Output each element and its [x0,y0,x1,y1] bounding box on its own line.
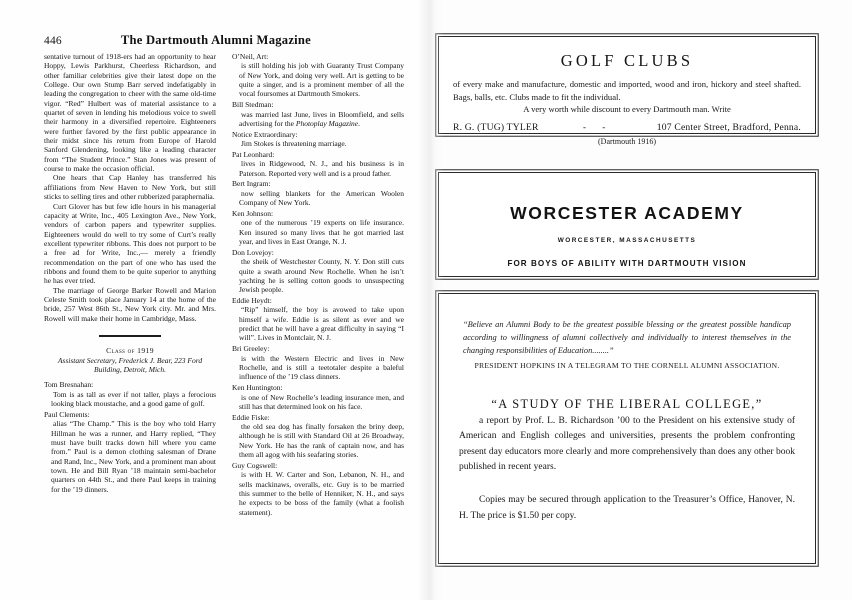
class-note-entry [232,130,404,149]
ad-liberal-college-title: “A STUDY OF THE LIBERAL COLLEGE,” [491,396,763,411]
text-columns [44,52,404,592]
ad-liberal-college-attribution: PRESIDENT HOPKINS IN A TELEGRAM TO THE CORNELL ALUMNI ASSOCIATION. [474,360,780,370]
entry-body: Tom is as tall as ever if not taller, plays a ferocious looking black moustache, and a good game of golf. [51,389,216,409]
class-note-entry [232,413,404,460]
class-note-entry [44,380,216,408]
entry-name: Bri Greeley: [232,344,270,354]
class-note-entry [232,209,404,246]
right-page [430,0,852,600]
entry-name: Paul Clements: [44,409,90,419]
ad-golf-clubs-content [439,37,815,146]
entry-name: Guy Cogswell: [232,460,278,470]
class-note-entry [232,461,404,517]
class-note-entry [232,150,404,178]
ad-golf-clubs-contact [453,122,801,133]
class-heading: Class of 1919 [106,345,154,355]
class-note-entry [232,100,404,128]
ad-golf-clubs-address: 107 Center Street, Bradford, Penna. [656,121,801,133]
entry-body: alias “The Champ.” This is the boy who told Harry Hillman he was a runner, and Harry replied, “They must have built tracks down hill where you came from.” Paul is a demon clothing salesman of Drane and Rand, Inc., New York, and a prominent man about town. He and Bill Ryan ’18 maintain semi-bachelor quarters on 44th St., and there Paul keeps in training for the ’19 dinners. [51,419,216,494]
class-note-entry [44,410,216,494]
ad-golf-clubs-title: GOLF CLUBS [560,51,694,70]
ad-liberal-college [438,293,816,564]
ad-golf-clubs [438,36,816,146]
entry-body: is with the Western Electric and lives in New Rochelle, and is still a teetotaler despite a baleful influence of the ’19 class dinners. [239,353,404,382]
entry-body-italic: Photoplay Magazine [295,118,359,128]
ad-golf-clubs-dashes: - - [583,121,613,132]
ad-liberal-college-content [439,294,815,563]
entry-name: Bill Stedman: [232,100,274,110]
class-note-entry [232,179,404,207]
entry-body: is one of New Rochelle’s leading insurance men, and still has that determined look on his face. [239,392,404,411]
entry-name: Bert Ingram: [232,179,271,189]
entry-name: Tom Bresnahan: [44,380,94,390]
column-one [44,52,216,592]
entry-name: Eddie Fiske: [232,412,270,422]
entry-name: Ken Huntington: [232,383,283,393]
ad-worcester-academy-name: WORCESTER ACADEMY [510,203,744,223]
class-note-entry [232,248,404,295]
entry-name: Ken Johnson: [232,209,274,218]
ad-golf-clubs-class-year: (Dartmouth 1916) [598,136,656,146]
entry-body: lives in Ridgewood, N. J., and his business is in Paterson. Reported very well and is a proud father. [239,159,404,178]
entry-body: is with H. W. Carter and Son, Lebanon, N. H., and sells mackinaws, overalls, etc. Guy is to be married this summer to the belle of Henniker, N. H., and says he expects to be boss of the family (what a foolish statement). [239,470,404,517]
running-head [44,33,408,48]
paragraph: The marriage of George Barker Rowell and Marion Celeste Smith took place January 14 at the home of the bride, 257 West 86th St., New York city. Mr. and Mrs. Rowell will make their home in Cambridge, Mass. [44,285,216,323]
advertisement-column [430,0,852,600]
ad-worcester-academy-tagline: FOR BOYS OF ABILITY WITH DARTMOUTH VISION [507,259,747,268]
paragraph: One hears that Cap Hanley has transferred his affiliations from New Haven to New York, but still sticks to selling tires and other rubberized paraphernalia. [44,173,216,202]
class-secretary: Assistant Secretary, Frederick J. Bear, 223 Ford Building, Detroit, Mich. [57,355,203,374]
entry-body: the sheik of Westchester County, N. Y. Don still cuts quite a swath around New Rochelle. When he isn’t yachting he is selling cotton goods to unsuspecting Jewish people. [239,257,404,295]
class-note-entry [232,383,404,411]
entry-name: Pat Leonhard: [232,149,275,159]
entry-name: Don Lovejoy: [232,247,274,257]
paragraph: sentative turnout of 1918-ers had an opportunity to hear Hoppy, Lewis Parkhurst, Cheerless Richardson, and other familiar celebrities give their latest dope on the College. Our own Stump Barr served indefatigably in leading the congregation to cheer with the same old-time vigor. “Red” Hulbert was of material assistance to a quartet of seven in lending his melodious voice to swell their harmony in a diversified repertoire. Eighteeners were further favored by the first public appearance in their midst since his return from Europe of Harold Sanford Glendening, looking like a leading character from “The Student Prince.” Stan Jones was present of course to make the occasion official. [44,52,216,174]
class-note-entry [232,52,404,99]
entry-name: O’Neil, Art: [232,52,269,61]
ad-liberal-college-copies: Copies may be secured through application to the Treasurer’s Office, Hanover, N. H. The price is $1.50 per copy. [459,494,795,521]
paragraph: Curt Glover has but few idle hours in his managerial capacity at Write, Inc., 405 Lexington Ave., New York, vendors of carbon papers and typewriter supplies. Eighteeners would do well to try some of Curt’s really excellent typewriter ribbons. This does not purport to be a free ad for Write, Inc.,— merely a friendly recommendation on the part of one who has used the ribbons and found them to be quite superior to anything he has ever tried. [44,201,216,286]
page-number: 446 [44,35,62,47]
section-divider [99,335,161,337]
entry-body: is still holding his job with Guaranty Trust Company of New York, and doing very well. Art is getting to be quite a singer, and is a prominent member of all the vocal foursomes at Dartmouth Smokers. [239,61,404,99]
entry-body: one of the numerous ’19 experts on life insurance. Ken insured so many lives that he got married last year, and lives in East Orange, N. J. [239,218,404,247]
ad-liberal-college-body: a report by Prof. L. B. Richardson ’00 to the President on his extensive study of American and English colleges and universities, presents the problem confronting present day educators more clearly and more comprehensively than does any other book published in recent years. [459,415,795,473]
entry-body: “Rip” himself, the boy is avowed to take upon himself a wife. Eddie is as silent as ever and we predict that he will have a great difficulty in saying “I will”. Lives in Montclair, N. J. [239,305,404,343]
ad-liberal-college-quote: “Believe an Alumni Body to be the greatest possible blessing or the greatest possible handicap according to willingness of alumni collectively and individually to interest themselves in the changing responsibilities of Education........” [463,320,791,356]
entry-name: Notice Extraordinary: [232,129,298,139]
ad-worcester-academy-city: WORCESTER, MASSACHUSETTS [557,237,697,244]
entry-body [239,110,404,129]
entry-body: the old sea dog has finally forsaken the briny deep, although he is still with Standard Oil at 26 Broadway, New York. He has the rank of captain now, and has them all agog with his seafaring stories. [239,422,404,460]
class-note-entry [232,296,404,343]
entry-body: Jim Stokes is threatening marriage. [241,139,347,149]
entry-body-post: . [358,118,361,128]
ad-worcester-academy [438,172,816,277]
ad-golf-clubs-discount: A very worth while discount to every Dartmouth man. Write [523,104,731,115]
publication-title: The Dartmouth Alumni Magazine [120,33,312,47]
ad-worcester-academy-content [439,173,815,276]
ad-golf-clubs-description: of every make and manufacture, domestic and imported, wood and iron, hickory and steel shafted. Bags, balls, etc. Clubs made to fit the individual. [453,79,801,102]
column-two [232,52,404,592]
entry-name: Eddie Heydt: [232,296,272,306]
entry-body-pre: was married last June, lives in Bloomfield, and sells advertising for the [239,109,404,128]
class-note-entry [232,344,404,381]
entry-body: now selling blankets for the American Woolen Company of New York. [239,188,404,208]
ad-golf-clubs-advertiser: R. G. (TUG) TYLER [453,121,539,133]
